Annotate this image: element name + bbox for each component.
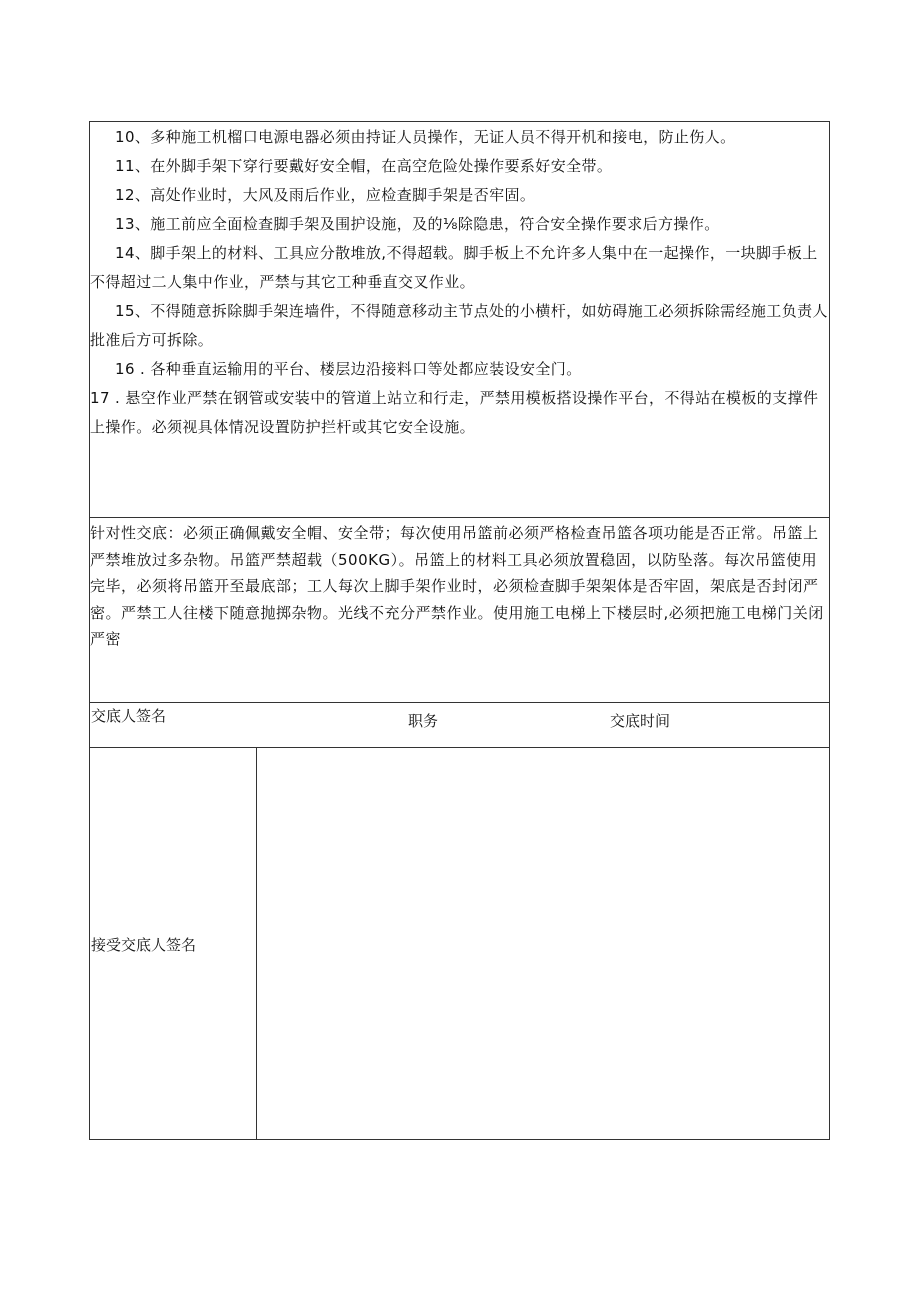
targeted-briefing-text: 针对性交底：必须正确佩戴安全帽、安全带；每次使用吊篮前必须严格检查吊篮各项功能是否正常。吊篮上严禁堆放过多杂物。吊篮严禁超载（500KG）。吊篮上的材料工具必须放置稳固，以防坠落。每次吊篮使用完毕，必须将吊篮开至最底部；工人每次上脚手架作业时，必须检查脚手架架体是否牢固，架底是否封闭严密。严禁工人往楼下随意抛掷杂物。光线不充分严禁作业。使用施工电梯上下楼层时,必须把施工电梯门关闭严密 [90, 524, 824, 648]
safety-rules-section [90, 122, 829, 442]
position-label: 职务 [408, 712, 439, 730]
rule-17: 17 . 悬空作业严禁在钢管或安装中的管道上站立和行走，严禁用模板搭设操作平台，不得站在模板的支撑件上操作。必须视具体情况设置防护拦杆或其它安全设施。 [90, 389, 819, 436]
recipient-signature-label: 接受交底人签名 [91, 936, 197, 954]
briefing-time-label: 交底时间 [610, 712, 671, 730]
rule-14: 14、脚手架上的材料、工具应分散堆放,不得超载。脚手板上不允许多人集中在一起操作，一块脚手板上不得超过二人集中作业，严禁与其它工种垂直交叉作业。 [90, 244, 818, 291]
section-divider [90, 702, 829, 703]
rule-10: 10、多种施工机榴口电源电器必须由持证人员操作，无证人员不得开机和接电，防止伤人。 [115, 128, 736, 146]
recipient-signature-area[interactable] [257, 748, 829, 1139]
rule-15: 15、不得随意拆除脚手架连墙件，不得随意移动主节点处的小横杆，如妨碍施工必须拆除需经施工负责人批准后方可拆除。 [90, 302, 828, 349]
briefing-form-table [89, 121, 830, 1140]
briefer-signature-label: 交底人签名 [91, 707, 167, 725]
rule-16: 16 . 各种垂直运输用的平台、楼层边沿接料口等处都应装设安全门。 [115, 360, 582, 378]
rule-13: 13、施工前应全面检查脚手架及围护设施，及的⅛除隐患，符合安全操作要求后方操作。 [115, 215, 720, 233]
section-divider [90, 517, 829, 518]
rule-12: 12、高处作业时，大风及雨后作业，应检查脚手架是否牢固。 [115, 186, 536, 204]
rule-11: 11、在外脚手架下穿行要戴好安全帽，在高空危险处操作要系好安全带。 [115, 157, 613, 175]
